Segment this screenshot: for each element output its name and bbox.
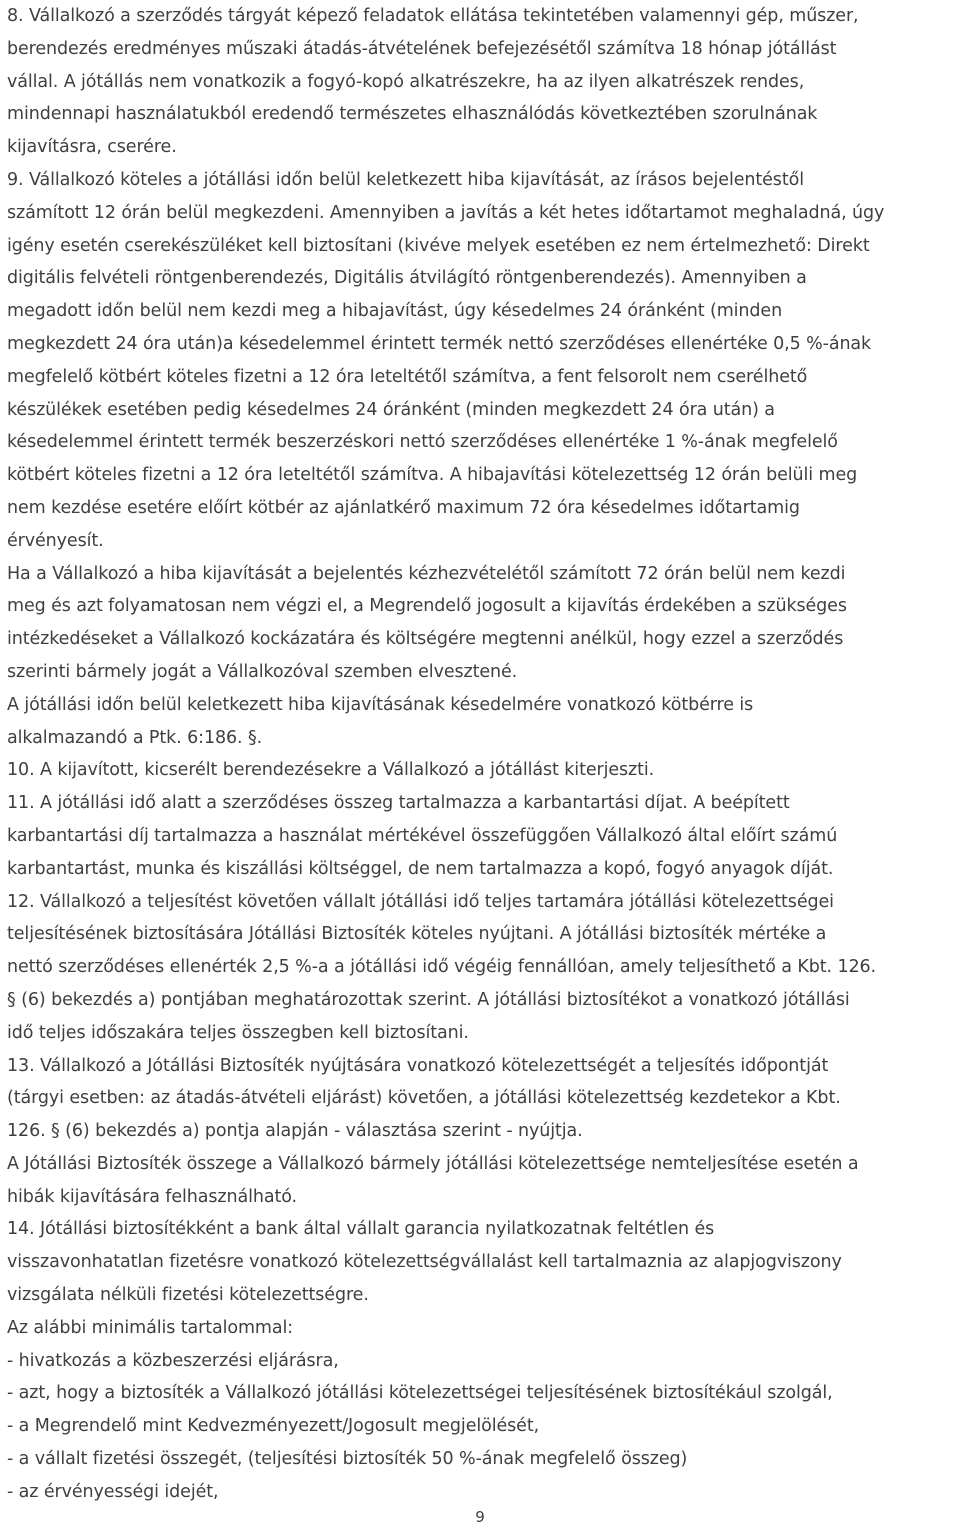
text-line: 126. § (6) bekezdés a) pontja alapján - választása szerint - nyújtja. — [7, 1121, 583, 1142]
text-line: A jótállási időn belül keletkezett hiba kijavításának késedelmére vonatkozó kötbérre is — [7, 694, 754, 715]
text-line: 13. Vállalkozó a Jótállási Biztosíték nyújtására vonatkozó kötelezettségét a teljesítés időpontját — [7, 1055, 829, 1076]
text-line: 8. Vállalkozó a szerződés tárgyát képező feladatok ellátása tekintetében valamennyi gép, műszer, — [7, 6, 859, 26]
text-line: 14. Jótállási biztosítékként a bank által vállalt garancia nyilatkozatnak feltétlen és — [7, 1219, 715, 1240]
text-line: vállal. A jótállás nem vonatkozik a fogyó-kopó alkatrészekre, ha az ilyen alkatrészek rendes, — [7, 71, 805, 92]
text-line: megfelelő kötbért köteles fizetni a 12 óra leteltétől számítva, a fent felsorolt nem cserélhető — [7, 366, 808, 387]
text-line: visszavonhatatlan fizetésre vonatkozó kötelezettségvállalást kell tartalmaznia az alapjogviszony — [7, 1252, 842, 1273]
text-line: intézkedéseket a Vállalkozó kockázatára és költségére megtenni anélkül, hogy ezzel a szerződés — [7, 629, 844, 650]
page-number: 9 — [475, 1508, 485, 1526]
document-body — [7, 0, 953, 1509]
text-line: érvényesít. — [7, 530, 104, 551]
text-line: alkalmazandó a Ptk. 6:186. §. — [7, 727, 263, 748]
text-line: - az érvényességi idejét, — [7, 1481, 219, 1502]
text-line: igény esetén cserekészüléket kell biztosítani (kivéve melyek esetében ez nem értelmezhető: Direkt — [7, 235, 870, 256]
text-line: kötbért köteles fizetni a 12 óra leteltétől számítva. A hibajavítási kötelezettség 12 órán belüli meg — [7, 465, 858, 486]
text-line: - hivatkozás a közbeszerzési eljárásra, — [7, 1350, 339, 1371]
text-line: szerinti bármely jogát a Vállalkozóval szemben elvesztené. — [7, 661, 518, 682]
text-line: berendezés eredményes műszaki átadás-átvételének befejezésétől számítva 18 hónap jótállást — [7, 38, 837, 59]
text-line: idő teljes időszakára teljes összegben kell biztosítani. — [7, 1022, 469, 1043]
text-line: 9. Vállalkozó köteles a jótállási időn belül keletkezett hiba kijavítását, az írásos bejelentéstől — [7, 169, 804, 190]
text-line: - azt, hogy a biztosíték a Vállalkozó jótállási kötelezettségei teljesítésének biztosítékául szolgál, — [7, 1383, 833, 1404]
text-line: A Jótállási Biztosíték összege a Vállalkozó bármely jótállási kötelezettsége nemteljesítése esetén a — [7, 1153, 859, 1174]
text-line: kijavításra, cserére. — [7, 137, 177, 158]
text-line: 11. A jótállási idő alatt a szerződéses összeg tartalmazza a karbantartási díjat. A beépített — [7, 793, 790, 814]
text-line: 12. Vállalkozó a teljesítést követően vállalt jótállási idő teljes tartamára jótállási kötelezettségei — [7, 891, 834, 912]
text-line: karbantartást, munka és kiszállási költséggel, de nem tartalmazza a kopó, fogyó anyagok díját. — [7, 858, 834, 879]
text-line: - a Megrendelő mint Kedvezményezett/Jogosult megjelölését, — [7, 1416, 540, 1437]
text-line: megkezdett 24 óra után)a késedelemmel érintett termék nettó szerződéses ellenértéke 0,5 %-ának — [7, 333, 872, 354]
text-line: vizsgálata nélküli fizetési kötelezettségre. — [7, 1285, 369, 1306]
text-line: hibák kijavítására felhasználható. — [7, 1186, 298, 1207]
text-line: meg és azt folyamatosan nem végzi el, a Megrendelő jogosult a kijavítás érdekében a szükséges — [7, 596, 847, 617]
text-line: késedelemmel érintett termék beszerzéskori nettó szerződéses ellenértéke 1 %-ának megfelelő — [7, 432, 838, 453]
text-line: § (6) bekezdés a) pontjában meghatározottak szerint. A jótállási biztosítékot a vonatkozó jótállási — [7, 989, 850, 1010]
text-line: Ha a Vállalkozó a hiba kijavítását a bejelentés kézhezvételétől számított 72 órán belül nem kezdi — [7, 563, 846, 584]
text-line: nem kezdése esetére előírt kötbér az ajánlatkérő maximum 72 óra késedelmes időtartamig — [7, 497, 800, 518]
text-line: készülékek esetében pedig késedelmes 24 óránként (minden megkezdett 24 óra után) a — [7, 399, 775, 420]
text-line: digitális felvételi röntgenberendezés, Digitális átvilágító röntgenberendezés). Amennyiben a — [7, 268, 807, 289]
text-line: megadott időn belül nem kezdi meg a hibajavítást, úgy késedelmes 24 óránként (minden — [7, 301, 783, 322]
text-line: mindennapi használatukból eredendő természetes elhasználódás következtében szorulnának — [7, 104, 818, 125]
text-line: 10. A kijavított, kicserélt berendezésekre a Vállalkozó a jótállást kiterjeszti. — [7, 760, 655, 781]
text-line: számított 12 órán belül megkezdeni. Amennyiben a javítás a két hetes időtartamot meghaladná, úgy — [7, 202, 885, 223]
text-line: Az alábbi minimális tartalommal: — [7, 1317, 294, 1338]
text-line: - a vállalt fizetési összegét, (teljesítési biztosíték 50 %-ának megfelelő összeg) — [7, 1449, 688, 1470]
text-line: teljesítésének biztosítására Jótállási Biztosíték köteles nyújtani. A jótállási biztosíték mértéke a — [7, 924, 827, 945]
text-line: nettó szerződéses ellenérték 2,5 %-a a jótállási idő végéig fennállóan, amely teljesíthető a Kbt. 126. — [7, 957, 877, 978]
text-line: (tárgyi esetben: az átadás-átvételi eljárást) követően, a jótállási kötelezettség kezdetekor a Kbt. — [7, 1088, 841, 1109]
text-line: karbantartási díj tartalmazza a használat mértékével összefüggően Vállalkozó által előírt számú — [7, 825, 838, 846]
